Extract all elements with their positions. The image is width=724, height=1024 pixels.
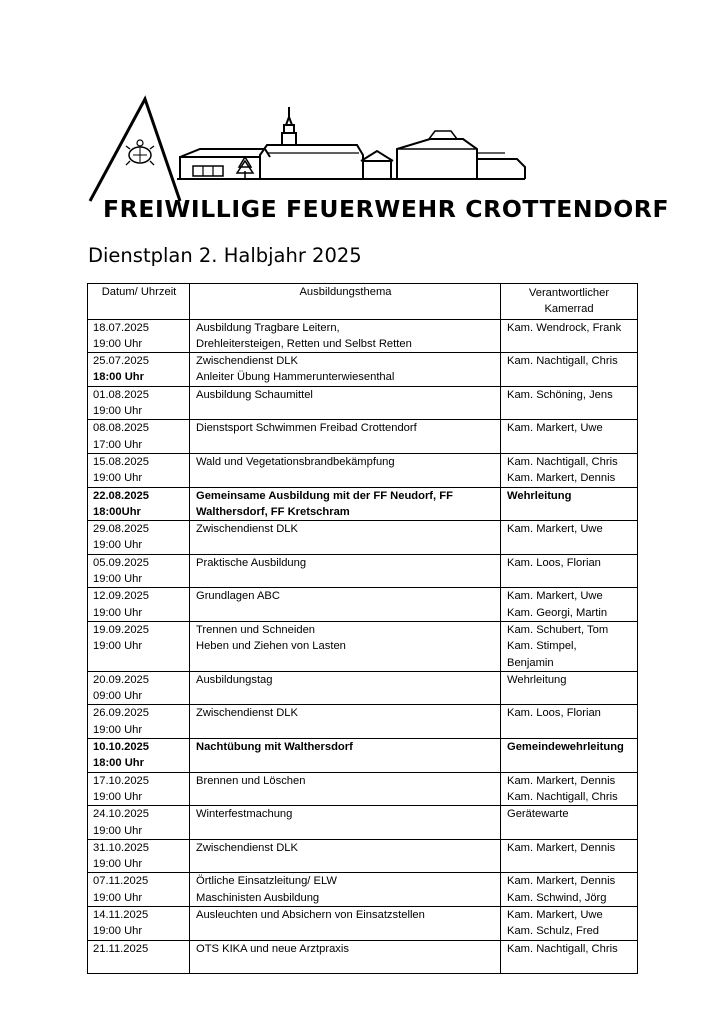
cell-responsible [501, 906, 638, 940]
cell-responsible [501, 940, 638, 974]
table-row [88, 739, 638, 773]
cell-topic [190, 705, 501, 739]
responsible-text: Wehrleitung [507, 489, 572, 502]
responsible-text: Kam. Nachtigall, Chris [507, 455, 618, 468]
responsible-text: Kam. Markert, Dennis [507, 472, 616, 485]
topic-text: Örtliche Einsatzleitung/ ELW [196, 875, 337, 888]
time-text: 19:00 Uhr [93, 640, 143, 653]
date-text: 24.10.2025 [93, 808, 149, 821]
cell-responsible [501, 487, 638, 521]
cell-topic [190, 906, 501, 940]
cell-date-time [88, 906, 190, 940]
cell-date-time [88, 873, 190, 907]
cell-topic [190, 353, 501, 387]
responsible-text: Benjamin [507, 656, 554, 669]
date-text: 18.07.2025 [93, 321, 149, 334]
date-text: 15.08.2025 [93, 455, 149, 468]
topic-text: Dienstsport Schwimmen Freibad Crottendorf [196, 422, 417, 435]
date-text: 14.11.2025 [93, 908, 149, 921]
topic-text: Winterfestmachung [196, 808, 293, 821]
topic-text: Heben und Ziehen von Lasten [196, 640, 346, 653]
cell-date-time [88, 386, 190, 420]
topic-text: Zwischendienst DLK [196, 841, 298, 854]
town-skyline-icon [85, 95, 675, 205]
cell-date-time [88, 353, 190, 387]
cell-topic [190, 772, 501, 806]
cell-responsible [501, 621, 638, 671]
organization-name: FREIWILLIGE FEUERWEHR CROTTENDORF [103, 195, 670, 223]
topic-text: Trennen und Schneiden [196, 623, 316, 636]
topic-text: Nachtübung mit Walthersdorf [196, 741, 353, 754]
topic-text: Grundlagen ABC [196, 590, 280, 603]
table-row [88, 621, 638, 671]
date-text: 01.08.2025 [93, 388, 149, 401]
date-text: 07.11.2025 [93, 875, 149, 888]
cell-date-time [88, 705, 190, 739]
cell-topic [190, 554, 501, 588]
topic-text: Praktische Ausbildung [196, 556, 307, 569]
schedule-table-body [88, 319, 638, 974]
responsible-text: Kam. Nachtigall, Chris [507, 942, 618, 955]
page-title: Dienstplan 2. Halbjahr 2025 [88, 244, 362, 267]
cell-responsible [501, 772, 638, 806]
table-row [88, 353, 638, 387]
time-text: 19:00 Uhr [93, 925, 143, 938]
cell-date-time [88, 621, 190, 671]
cell-responsible [501, 420, 638, 454]
time-text: 18:00Uhr [93, 505, 141, 518]
cell-topic [190, 739, 501, 773]
table-row [88, 554, 638, 588]
date-text: 17.10.2025 [93, 774, 149, 787]
topic-text: Ausbildung Schaumittel [196, 388, 313, 401]
table-row [88, 839, 638, 873]
time-text: 19:00 Uhr [93, 790, 143, 803]
cell-responsible [501, 873, 638, 907]
responsible-text: Kam. Schubert, Tom [507, 623, 609, 636]
responsible-text: Kam. Nachtigall, Chris [507, 790, 618, 803]
table-row [88, 806, 638, 840]
date-text: 29.08.2025 [93, 523, 149, 536]
cell-topic [190, 420, 501, 454]
cell-responsible [501, 705, 638, 739]
time-text: 19:00 Uhr [93, 891, 143, 904]
date-text: 19.09.2025 [93, 623, 149, 636]
date-text: 08.08.2025 [93, 422, 149, 435]
cell-responsible [501, 353, 638, 387]
date-text: 31.10.2025 [93, 841, 149, 854]
cell-date-time [88, 420, 190, 454]
responsible-text: Kam. Nachtigall, Chris [507, 355, 618, 368]
cell-topic [190, 453, 501, 487]
schedule-table [87, 283, 638, 974]
table-row [88, 772, 638, 806]
time-text: 19:00 Uhr [93, 858, 143, 871]
topic-text: Gemeinsame Ausbildung mit der FF Neudorf, FF [196, 489, 453, 502]
topic-text: Ausbildung Tragbare Leitern, [196, 321, 340, 334]
cell-topic [190, 940, 501, 974]
cell-responsible [501, 521, 638, 555]
responsible-text: Kam. Schöning, Jens [507, 388, 613, 401]
time-text: 18:00 Uhr [93, 371, 144, 384]
responsible-text: Wehrleitung [507, 673, 567, 686]
table-row [88, 319, 638, 353]
date-text: 10.10.2025 [93, 741, 149, 754]
cell-topic [190, 806, 501, 840]
topic-text: Ausleuchten und Absichern von Einsatzstellen [196, 908, 425, 921]
cell-responsible [501, 671, 638, 705]
responsible-text: Kam. Markert, Dennis [507, 875, 616, 888]
time-text: 09:00 Uhr [93, 690, 143, 703]
table-row [88, 671, 638, 705]
time-text: 19:00 Uhr [93, 824, 143, 837]
cell-date-time [88, 772, 190, 806]
topic-text: Drehleitersteigen, Retten und Selbst Retten [196, 337, 412, 350]
date-text: 22.08.2025 [93, 489, 149, 502]
cell-date-time [88, 487, 190, 521]
table-row [88, 453, 638, 487]
table-row [88, 420, 638, 454]
cell-topic [190, 521, 501, 555]
cell-responsible [501, 739, 638, 773]
time-text: 19:00 Uhr [93, 539, 143, 552]
date-text: 05.09.2025 [93, 556, 149, 569]
cell-responsible [501, 386, 638, 420]
cell-responsible [501, 839, 638, 873]
table-row [88, 873, 638, 907]
cell-responsible [501, 588, 638, 622]
topic-text: OTS KIKA und neue Arztpraxis [196, 942, 349, 955]
date-text: 26.09.2025 [93, 707, 149, 720]
cell-topic [190, 621, 501, 671]
date-text: 21.11.2025 [93, 942, 149, 955]
cell-topic [190, 386, 501, 420]
time-text: 19:00 Uhr [93, 472, 143, 485]
column-header-date: Datum/ Uhrzeit [88, 284, 190, 320]
cell-date-time [88, 554, 190, 588]
responsible-text: Kam. Markert, Uwe [507, 908, 603, 921]
column-header-responsible: Verantwortlicher Kamerrad [501, 284, 638, 320]
topic-text: Ausbildungstag [196, 673, 273, 686]
time-text: 19:00 Uhr [93, 337, 143, 350]
responsible-text: Kam. Schwind, Jörg [507, 891, 607, 904]
responsible-text: Kam. Markert, Uwe [507, 590, 603, 603]
table-row [88, 940, 638, 974]
time-text: 19:00 Uhr [93, 606, 143, 619]
cell-date-time [88, 739, 190, 773]
responsible-text: Kam. Loos, Florian [507, 707, 601, 720]
cell-date-time [88, 839, 190, 873]
responsible-text: Kam. Georgi, Martin [507, 606, 608, 619]
responsible-text: Kam. Loos, Florian [507, 556, 601, 569]
topic-text: Walthersdorf, FF Kretschram [196, 505, 350, 518]
topic-text: Brennen und Löschen [196, 774, 306, 787]
responsible-text: Gemeindewehrleitung [507, 741, 624, 754]
time-text: 19:00 Uhr [93, 723, 143, 736]
table-row [88, 588, 638, 622]
cell-topic [190, 873, 501, 907]
date-text: 12.09.2025 [93, 590, 149, 603]
cell-responsible [501, 319, 638, 353]
cell-date-time [88, 588, 190, 622]
topic-text: Zwischendienst DLK [196, 355, 298, 368]
column-header-topic: Ausbildungsthema [190, 284, 501, 320]
table-header-row [88, 284, 638, 320]
topic-text: Zwischendienst DLK [196, 707, 298, 720]
cell-date-time [88, 940, 190, 974]
table-row [88, 487, 638, 521]
time-text: 19:00 Uhr [93, 573, 143, 586]
cell-responsible [501, 453, 638, 487]
responsible-text: Gerätewarte [507, 808, 569, 821]
cell-topic [190, 671, 501, 705]
cell-topic [190, 588, 501, 622]
time-text: 17:00 Uhr [93, 438, 143, 451]
cell-date-time [88, 671, 190, 705]
responsible-text: Kam. Markert, Uwe [507, 422, 603, 435]
topic-text: Anleiter Übung Hammerunterwiesenthal [196, 371, 395, 384]
responsible-text: Kam. Schulz, Fred [507, 925, 600, 938]
topic-text: Maschinisten Ausbildung [196, 891, 320, 904]
table-row [88, 906, 638, 940]
cell-topic [190, 487, 501, 521]
table-row [88, 705, 638, 739]
cell-responsible [501, 554, 638, 588]
cell-date-time [88, 806, 190, 840]
time-text: 19:00 Uhr [93, 405, 143, 418]
responsible-text: Kam. Markert, Dennis [507, 841, 616, 854]
cell-responsible [501, 806, 638, 840]
cell-date-time [88, 521, 190, 555]
date-text: 25.07.2025 [93, 355, 149, 368]
cell-topic [190, 319, 501, 353]
responsible-text: Kam. Markert, Uwe [507, 523, 603, 536]
date-text: 20.09.2025 [93, 673, 149, 686]
cell-topic [190, 839, 501, 873]
responsible-text: Kam. Wendrock, Frank [507, 321, 622, 334]
cell-date-time [88, 453, 190, 487]
time-text: 18:00 Uhr [93, 757, 144, 770]
topic-text: Zwischendienst DLK [196, 523, 298, 536]
responsible-text: Kam. Stimpel, [507, 640, 577, 653]
responsible-text: Kam. Markert, Dennis [507, 774, 616, 787]
table-row [88, 386, 638, 420]
topic-text: Wald und Vegetationsbrandbekämpfung [196, 455, 395, 468]
table-row [88, 521, 638, 555]
cell-date-time [88, 319, 190, 353]
